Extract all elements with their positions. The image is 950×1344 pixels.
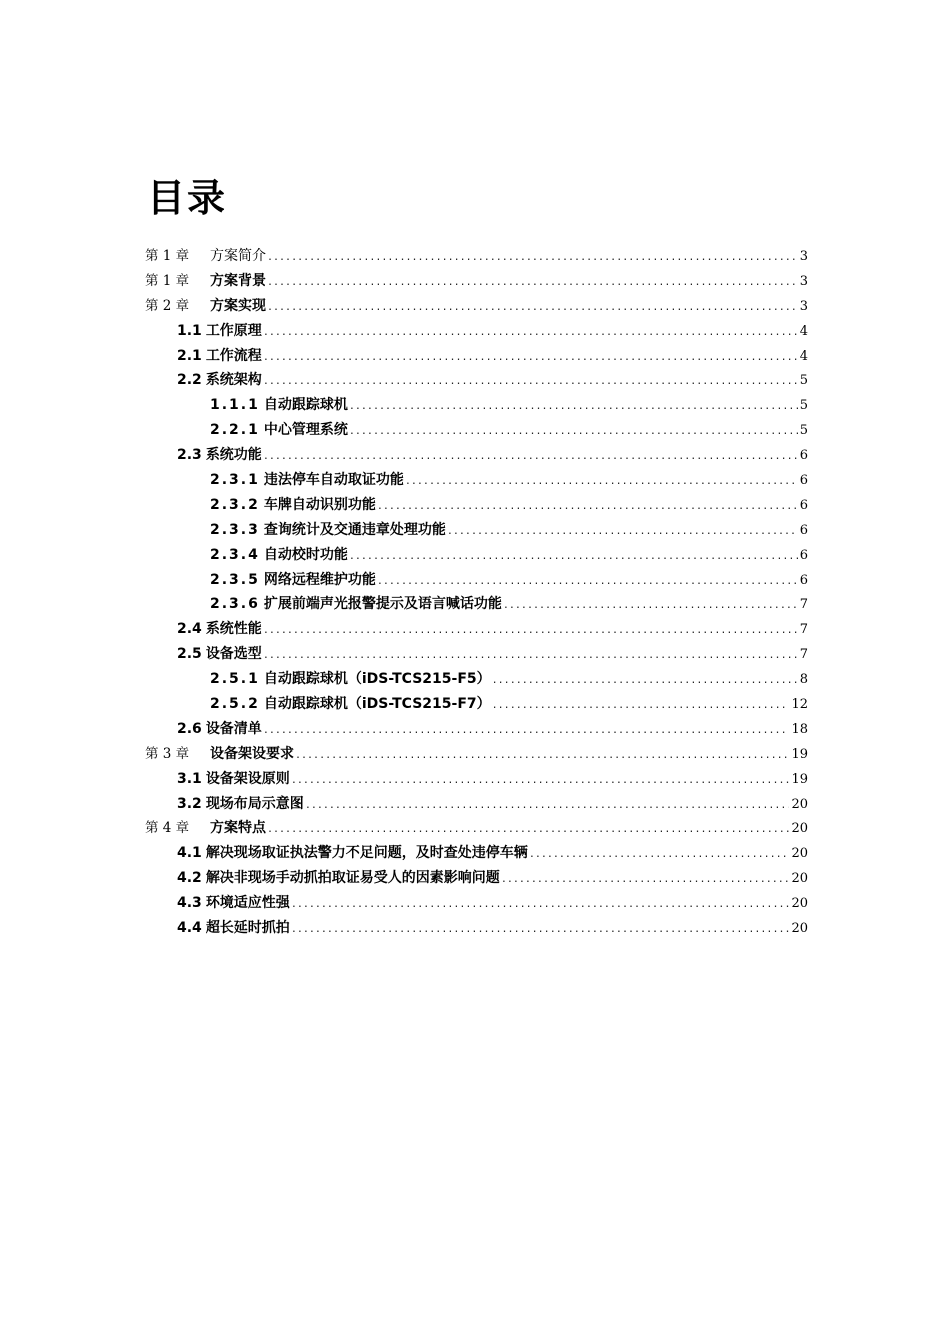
toc-dot-leader — [263, 445, 798, 470]
toc-entry-number: 2.3.4 — [210, 546, 260, 563]
toc-entry[interactable] — [145, 692, 808, 717]
toc-entry-number: 2.4 — [177, 621, 202, 638]
toc-entry[interactable] — [145, 717, 808, 742]
toc-entry-label: 解决现场取证执法警力不足问题，及时查处违停车辆 — [205, 845, 528, 862]
toc-list — [145, 244, 808, 941]
toc-entry-chapter: 第 1 章 — [145, 248, 190, 264]
toc-dot-leader — [377, 495, 798, 520]
toc-entry-number: 4.4 — [177, 920, 202, 937]
toc-dot-leader — [295, 744, 789, 769]
toc-entry-number: 2.3.3 — [210, 521, 260, 538]
toc-entry-chapter: 第 2 章 — [145, 297, 190, 314]
toc-entry-label: 系统性能 — [205, 621, 262, 638]
toc-entry[interactable] — [145, 667, 808, 692]
toc-entry-page-number: 5 — [799, 423, 808, 439]
toc-entry[interactable] — [145, 244, 808, 269]
toc-entry-page-number: 7 — [799, 647, 808, 663]
toc-entry-label: 系统架构 — [205, 372, 262, 389]
toc-entry-page-number: 4 — [799, 348, 808, 364]
toc-entry-page-number: 4 — [799, 323, 808, 339]
toc-entry-number: 2.2 — [177, 372, 202, 389]
toc-dot-leader — [529, 843, 790, 868]
toc-entry-number: 1.1.1 — [210, 397, 260, 414]
toc-entry-page-number: 6 — [799, 522, 808, 538]
toc-entry-label: 设备架设原则 — [205, 770, 290, 787]
toc-dot-leader — [405, 470, 798, 495]
toc-entry-chapter: 第 3 章 — [145, 745, 190, 762]
toc-entry-label: 查询统计及交通违章处理功能 — [263, 521, 446, 538]
toc-entry-label: 设备清单 — [205, 720, 262, 737]
toc-entry[interactable] — [145, 518, 808, 543]
toc-entry-page-number: 8 — [799, 672, 808, 688]
toc-entry-label: 设备选型 — [205, 646, 262, 663]
toc-entry-label: 自动跟踪球机（iDS-TCS215-F7） — [263, 696, 491, 713]
toc-entry-number: 2.3.1 — [210, 472, 260, 489]
toc-entry-page-number: 5 — [799, 373, 808, 389]
toc-entry[interactable] — [145, 269, 808, 294]
toc-entry[interactable] — [145, 543, 808, 568]
toc-entry[interactable] — [145, 891, 808, 916]
toc-entry-page-number: 3 — [799, 273, 808, 289]
toc-entry[interactable] — [145, 916, 808, 941]
toc-entry-label: 自动校时功能 — [263, 546, 348, 563]
toc-entry-page-number: 5 — [799, 398, 808, 414]
toc-entry-label: 自动跟踪球机（iDS-TCS215-F5） — [263, 671, 491, 688]
toc-entry-number: 2.5.2 — [210, 696, 260, 713]
toc-entry-number: 2.3.6 — [210, 596, 260, 613]
toc-dot-leader — [291, 893, 790, 918]
toc-entry-label: 超长延时抓拍 — [205, 920, 290, 937]
toc-dot-leader — [492, 694, 790, 719]
toc-dot-leader — [263, 370, 798, 395]
toc-entry-chapter: 第 1 章 — [145, 272, 190, 289]
toc-entry-number: 3.2 — [177, 795, 202, 812]
toc-dot-leader — [263, 346, 798, 371]
toc-entry[interactable] — [145, 393, 808, 418]
toc-entry-label: 方案特点 — [210, 820, 266, 837]
toc-dot-leader — [349, 545, 798, 570]
toc-entry-label: 方案背景 — [210, 272, 266, 289]
toc-dot-leader — [263, 619, 798, 644]
toc-dot-leader — [349, 395, 798, 420]
toc-entry[interactable] — [145, 368, 808, 393]
toc-entry-label: 车牌自动识别功能 — [263, 496, 376, 513]
toc-entry[interactable] — [145, 617, 808, 642]
toc-entry-label: 方案实现 — [210, 297, 266, 314]
toc-entry-page-number: 19 — [791, 771, 808, 787]
toc-entry-number: 4.1 — [177, 845, 202, 862]
toc-entry[interactable] — [145, 742, 808, 767]
toc-entry-label: 解决非现场手动抓拍取证易受人的因素影响问题 — [205, 870, 500, 887]
toc-entry-number: 2.5 — [177, 646, 202, 663]
toc-entry-page-number: 6 — [799, 473, 808, 489]
toc-entry-page-number: 19 — [791, 746, 808, 762]
toc-entry-page-number: 7 — [799, 597, 808, 613]
toc-entry[interactable] — [145, 493, 808, 518]
toc-dot-leader — [263, 719, 790, 744]
toc-entry-number: 3.1 — [177, 770, 202, 787]
toc-entry-label: 自动跟踪球机 — [263, 397, 348, 414]
toc-dot-leader — [291, 918, 790, 943]
toc-entry[interactable] — [145, 841, 808, 866]
toc-entry-page-number: 7 — [799, 622, 808, 638]
toc-entry-label: 设备架设要求 — [210, 745, 294, 762]
toc-entry-number: 2.3 — [177, 447, 202, 464]
toc-dot-leader — [267, 296, 798, 321]
toc-entry-page-number: 20 — [791, 846, 808, 862]
toc-dot-leader — [267, 818, 789, 843]
toc-entry-number: 4.2 — [177, 870, 202, 887]
toc-entry[interactable] — [145, 866, 808, 891]
toc-entry-page-number: 12 — [791, 697, 808, 713]
toc-entry-page-number: 20 — [791, 821, 808, 837]
toc-entry[interactable] — [145, 568, 808, 593]
toc-entry[interactable] — [145, 344, 808, 369]
toc-entry-page-number: 3 — [799, 249, 808, 264]
toc-entry-label: 环境适应性强 — [205, 895, 290, 912]
toc-entry-page-number: 20 — [791, 896, 808, 912]
toc-dot-leader — [349, 420, 798, 445]
toc-entry-number: 2.1 — [177, 347, 202, 364]
toc-dot-leader — [377, 570, 798, 595]
toc-entry-label: 方案简介 — [210, 248, 266, 264]
toc-entry-label: 违法停车自动取证功能 — [263, 472, 404, 489]
toc-entry[interactable] — [145, 816, 808, 841]
toc-dot-leader — [305, 794, 790, 819]
toc-dot-leader — [267, 246, 798, 271]
toc-entry-number: 2.2.1 — [210, 422, 260, 439]
toc-entry-page-number: 6 — [799, 497, 808, 513]
toc-entry-page-number: 3 — [799, 298, 808, 314]
toc-entry-number: 2.5.1 — [210, 671, 260, 688]
toc-entry-page-number: 18 — [791, 721, 808, 737]
toc-entry[interactable] — [145, 294, 808, 319]
toc-entry-page-number: 20 — [791, 921, 808, 937]
toc-entry[interactable] — [145, 642, 808, 667]
toc-entry[interactable] — [145, 319, 808, 344]
toc-entry[interactable] — [145, 592, 808, 617]
toc-entry-label: 工作流程 — [205, 347, 262, 364]
toc-entry[interactable] — [145, 468, 808, 493]
toc-entry-page-number: 20 — [791, 796, 808, 812]
toc-dot-leader — [447, 520, 798, 545]
toc-entry-number: 2.3.5 — [210, 571, 260, 588]
toc-entry-label: 网络远程维护功能 — [263, 571, 376, 588]
toc-entry[interactable] — [145, 418, 808, 443]
toc-entry-number: 1.1 — [177, 322, 202, 339]
toc-title: 目录 — [147, 176, 228, 220]
toc-dot-leader — [501, 868, 790, 893]
toc-entry-page-number: 6 — [799, 572, 808, 588]
toc-dot-leader — [263, 321, 798, 346]
toc-entry-label: 扩展前端声光报警提示及语言喊话功能 — [263, 596, 502, 613]
toc-entry-number: 2.6 — [177, 720, 202, 737]
toc-entry-label: 中心管理系统 — [263, 422, 348, 439]
toc-dot-leader — [263, 644, 798, 669]
toc-dot-leader — [492, 669, 798, 694]
toc-entry[interactable] — [145, 792, 808, 817]
toc-entry-page-number: 6 — [799, 448, 808, 464]
toc-entry-label: 工作原理 — [205, 322, 262, 339]
toc-entry-page-number: 6 — [799, 547, 808, 563]
toc-entry-label: 系统功能 — [205, 447, 262, 464]
toc-entry-number: 2.3.2 — [210, 496, 260, 513]
toc-entry-number: 4.3 — [177, 895, 202, 912]
toc-dot-leader — [291, 769, 790, 794]
toc-dot-leader — [267, 271, 798, 296]
toc-entry[interactable] — [145, 767, 808, 792]
toc-dot-leader — [503, 594, 798, 619]
toc-entry[interactable] — [145, 443, 808, 468]
toc-entry-chapter: 第 4 章 — [145, 820, 190, 837]
toc-entry-page-number: 20 — [791, 871, 808, 887]
toc-entry-label: 现场布局示意图 — [205, 795, 304, 812]
